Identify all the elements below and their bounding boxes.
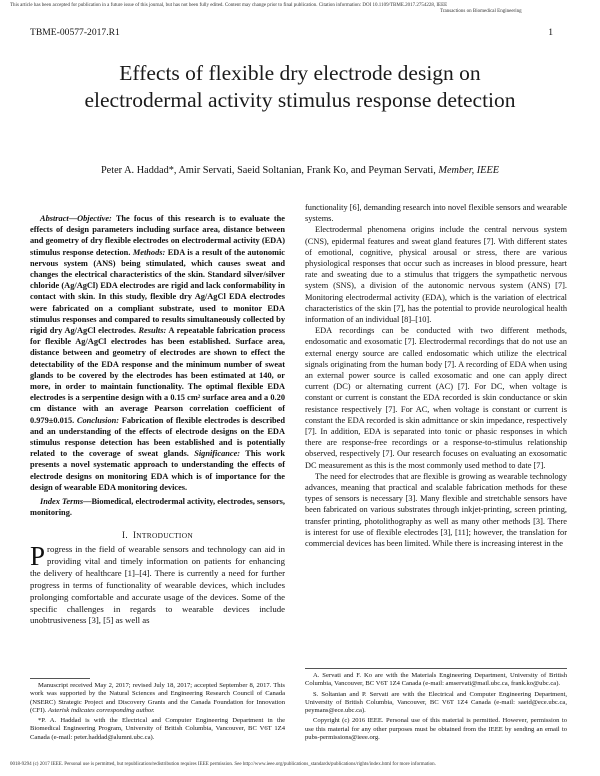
author-names: Peter A. Haddad*, Amir Servati, Saeid Soltanian, Frank Ko, and Peyman Servati, (100, 165, 436, 176)
footnotes-left (30, 682, 285, 744)
abstract-methods-label: Methods: (132, 247, 166, 257)
index-terms-label: Index Terms (40, 497, 84, 506)
abstract (30, 213, 285, 493)
introduction-paragraph (30, 541, 285, 627)
section-heading-rest: NTRODUCTION (136, 531, 193, 540)
publication-notice: This article has been accepted for publication in a future issue of this journal, but has not been fully edited. Content may change prior to final publication. Citation information: DOI 10.1109/TBME.2017.2754228, IEEE (10, 3, 448, 8)
abstract-label: Abstract—Objective: (40, 214, 112, 223)
abstract-significance-label: Significance: (194, 449, 241, 459)
introduction-text: rogress in the field of wearable sensors and technology can aid in providing vital and timely information on patients for enhancing the delivery of healthcare [1]–[4]. There is currently a need for further progress in terms of functionality of wearable devices, which includes prolonging comfortable and accurate usage of the devices. Some of the specific challenges in regards to wearable devices include unobtrusiveness [3], [5] as well as (30, 544, 285, 626)
footnote-rule-left (30, 678, 90, 679)
author-list (40, 165, 560, 176)
index-terms-text: —Biomedical, electrodermal activity, electrodes, sensors, monitoring. (30, 497, 286, 518)
paper-title: Effects of flexible dry electrode design on electrodermal activity stimulus response detection (84, 61, 516, 112)
footnote-asterisk-note: Asterisk indicates corresponding author. (47, 706, 155, 714)
drop-cap: P (30, 541, 46, 571)
paragraph-continuation: functionality [6], demanding research into novel flexible sensors and wearable systems. (305, 203, 567, 224)
paragraph-flexible-electrodes: The need for electrodes that are flexible is growing as wearable technology advances, meaning that practical and scalable fabrication methods for these types of sensors is necessary [3]. Many flexible and stretchable sensors have been fabricated on various substrates through inkjet-printing, screen printing, transfer printing, photolithography as well as many other methods [3]. There is interest for use of flexible electrodes [3], [11]; however, the translation for commercial devices has been limited. While there is increasing interest in the (305, 471, 567, 549)
running-header-id: TBME-00577-2017.R1 (30, 27, 120, 38)
page-footer: 0018-9294 (c) 2017 IEEE. Personal use is permitted, but republication/redistribution requires IEEE permission. See http://www.ieee.org/publications_standards/publications/rights/index.html for more information. (10, 762, 436, 767)
footnotes-right (305, 672, 567, 744)
journal-name: Transactions on Biomedical Engineering (440, 9, 522, 14)
footnote-received-text: Manuscript received May 2, 2017; revised July 18, 2017; accepted September 8, 2017. This work was supported by the Natural Sciences and Engineering Research Council of Canada (NSERC) Strategic Project and Discovery Grants and the Canada Foundation for Innovation (CFI). (30, 682, 285, 714)
index-terms (30, 496, 285, 518)
abstract-significance: This work presents a novel systematic approach to understanding the effects of electrode designs on monitoring EDA which is of importance for the design of wearable EDA monitoring devices. (30, 449, 285, 492)
abstract-objective: The focus of this research is to evaluate the effects of design parameters including surface area, distance between and geometry of dry flexible electrodes on electrodermal activity (EDA) stimulus response detection. (30, 214, 285, 257)
footnote-received (30, 682, 285, 715)
section-numeral: I. (122, 530, 128, 540)
footnote-rule-right (305, 668, 567, 669)
section-heading-first: I (132, 530, 137, 540)
abstract-methods: EDA is a result of the autonomic nervous system (ANS) being stimulated, which causes sweat and changes the electrical characteristics of the skin. Standard silver/silver chloride (Ag/AgCl) EDA electrodes are rigid and lack conformability in contact with skin. In this study, flexible dry Ag/AgCl EDA electrodes were fabricated on a compliant substrate, used to monitor EDA stimulus responses and compared to results simultaneously collected by rigid dry Ag/AgCl electrodes. (30, 247, 285, 336)
author-membership: Member, IEEE (438, 165, 500, 176)
footnote-copyright: Copyright (c) 2016 IEEE. Personal use of this material is permitted. However, permission to use this material for any other purposes must be obtained from the IEEE by sending an email to pubs-permissions@ieee.org. (305, 717, 567, 742)
footnote-haddad: *P. A. Haddad is with the Electrical and Computer Engineering Department in the Biomedical Engineering Program, University of British Columbia, Vancouver, BC V6T 1Z4 Canada (e-mail: peter.haddad@alumni.ubc.ca). (30, 717, 285, 741)
paragraph-eda-recordings: EDA recordings can be conducted with two different methods, endosomatic and exosomatic [7]. Electrodermal recordings that do not use an external energy source are called endosomatic which utilize the electrical signals originating from the human body [7]. A recording of EDA when using an external power source is called exosomatic and one can apply direct current (DC) or alternating current (AC) [7]. For DC, when voltage is constant or current is constant the EDA recorded is skin conductance or skin resistance respectively [7]. For AC, when voltage is constant or current is constant the EDA recorded is skin admittance or skin impedance, respectively [7]. In addition, EDA is separated into tonic or phasic responses in which there are response-free recordings or a response-to-stimulus relationship observed, respectively [7]. Our research focuses on evaluating an exosomatic DC measurement as this is the most commonly used method to date [7]. (305, 326, 567, 470)
right-column-body (305, 202, 567, 549)
abstract-conclusion: Fabrication of flexible electrodes is described and an understanding of the effects of electrode designs on the EDA stimulus response detection has been established and is potentially related to the coverage of sweat glands. (30, 415, 285, 459)
abstract-results-label: Results: (138, 326, 167, 336)
page-number: 1 (548, 27, 553, 38)
section-heading-introduction (30, 530, 285, 540)
paragraph-electrodermal-origins: Electrodermal phenomena origins include the central nervous system (CNS), epidermal features and sweat gland features [7]. With different states of emotional, cognitive, physical arousal or stress, there are various physiological responses that occur such as increases in blood pressure, heart rate and sweating due to a stimulus that triggers the sympathetic nervous system (SNS), a division of the autonomic nervous system (ANS) [7]. Monitoring electrodermal activity (EDA), which is the variation of electrical characteristics of the skin [7], has the potential to provide neurological health information of an individual [8]–[10]. (305, 225, 567, 325)
footnote-soltanian: S. Soltanian and P. Servati are with the Electrical and Computer Engineering Department, University of British Columbia, Vancouver, BC V6T 1Z4 Canada (e-mail: saeid@ece.ubc.ca, peymans@ece.ubc.ca). (305, 690, 567, 715)
abstract-results: A repeatable fabrication process for flexible Ag/AgCl electrodes has been established. Surface area, distance between and geometry of electrodes are shown to effect the detectability of the EDA response and the minimum number of sweat glands to be covered by the electrodes has been estimated at 140, or more, in order to maintain functionality. The optimal flexible EDA electrodes is a serpentine design with a 0.15 cm² surface area and a 0.20 cm distance with an average Pearson correlation coefficient of 0.979±0.015. (30, 326, 285, 425)
footnote-servati-ko: A. Servati and F. Ko are with the Materials Engineering Department, University of British Columbia, Vancouver, BC V6T 1Z4 Canada (e-mail: amservati@mail.ubc.ca, frank.ko@ubc.ca). (305, 672, 567, 688)
abstract-conclusion-label: Conclusion: (76, 415, 120, 425)
